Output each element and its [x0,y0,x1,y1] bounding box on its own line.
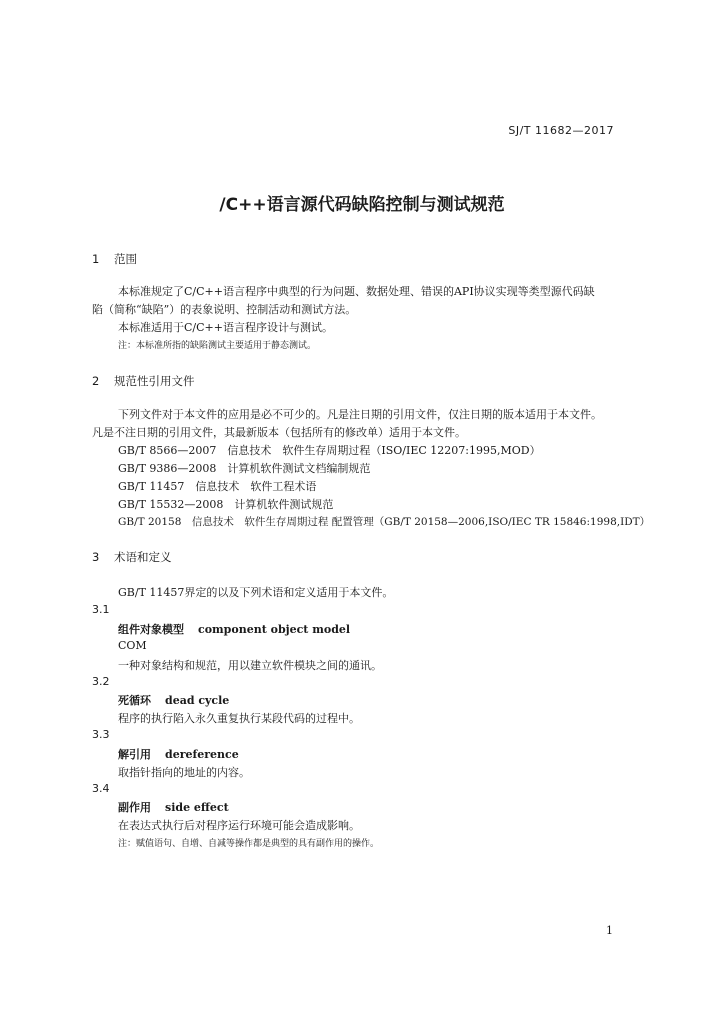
paragraph-line: 陷（简称“缺陷”）的表象说明、控制活动和测试方法。 [92,303,357,316]
term-number: 3.2 [92,675,110,688]
term-chinese: 副作用 [118,801,151,814]
term-definition: 一种对象结构和规范，用以建立软件模块之间的通讯。 [118,659,382,672]
term-chinese: 死循环 [118,694,151,707]
standard-number: SJ/T 11682—2017 [508,124,614,137]
reference-item: GB/T 8566—2007 信息技术 软件生存周期过程（ISO/IEC 12207:1995,MOD） [118,444,541,457]
term-number: 3.3 [92,728,110,741]
term-definition: 在表达式执行后对程序运行环境可能会造成影响。 [118,819,360,832]
term-entry [118,799,229,815]
page-number: 1 [606,924,613,937]
paragraph-line: 本标准规定了C/C++语言程序中典型的行为问题、数据处理、错误的API协议实现等类型源代码缺 [118,285,595,298]
term-definition: 程序的执行陷入永久重复执行某段代码的过程中。 [118,712,360,725]
term-english: dead cycle [165,694,230,707]
reference-item: GB/T 20158 信息技术 软件生存周期过程 配置管理（GB/T 20158—2006,ISO/IEC TR 15846:1998,IDT） [118,516,651,528]
section-title: 范围 [114,252,137,266]
term-entry [118,621,350,637]
section-1-heading [92,251,137,267]
term-number: 3.4 [92,782,110,795]
section-number: 3 [92,550,100,564]
reference-item: GB/T 15532—2008 计算机软件测试规范 [118,498,334,511]
document-title: /C++语言源代码缺陷控制与测试规范 [219,195,505,215]
paragraph-line: 下列文件对于本文件的应用是必不可少的。凡是注日期的引用文件，仅注日期的版本适用于本文件。 [118,408,602,421]
term-entry [118,692,229,708]
section-2-heading [92,373,195,389]
reference-item: GB/T 11457 信息技术 软件工程术语 [118,480,317,493]
reference-item: GB/T 9386—2008 计算机软件测试文档编制规范 [118,462,371,475]
term-english: dereference [165,748,239,761]
term-number: 3.1 [92,603,110,616]
term-definition: 取指针指向的地址的内容。 [118,766,250,779]
section-number: 1 [92,252,100,266]
term-english: component object model [198,623,351,636]
section-title: 规范性引用文件 [114,374,195,388]
term-abbreviation: COM [118,639,147,652]
paragraph-line: GB/T 11457界定的以及下列术语和定义适用于本文件。 [118,586,394,599]
paragraph-line: 凡是不注日期的引用文件，其最新版本（包括所有的修改单）适用于本文件。 [92,426,466,439]
paragraph-line: 本标准适用于C/C++语言程序设计与测试。 [118,321,333,334]
section-number: 2 [92,374,100,388]
term-chinese: 解引用 [118,748,151,761]
section-title: 术语和定义 [114,550,172,564]
note: 注：赋值语句、自增、自减等操作都是典型的具有副作用的操作。 [118,839,380,849]
term-entry [118,746,239,762]
term-chinese: 组件对象模型 [118,623,184,636]
term-english: side effect [165,801,229,814]
section-3-heading [92,549,172,565]
note: 注：本标准所指的缺陷测试主要适用于静态测试。 [118,341,317,351]
